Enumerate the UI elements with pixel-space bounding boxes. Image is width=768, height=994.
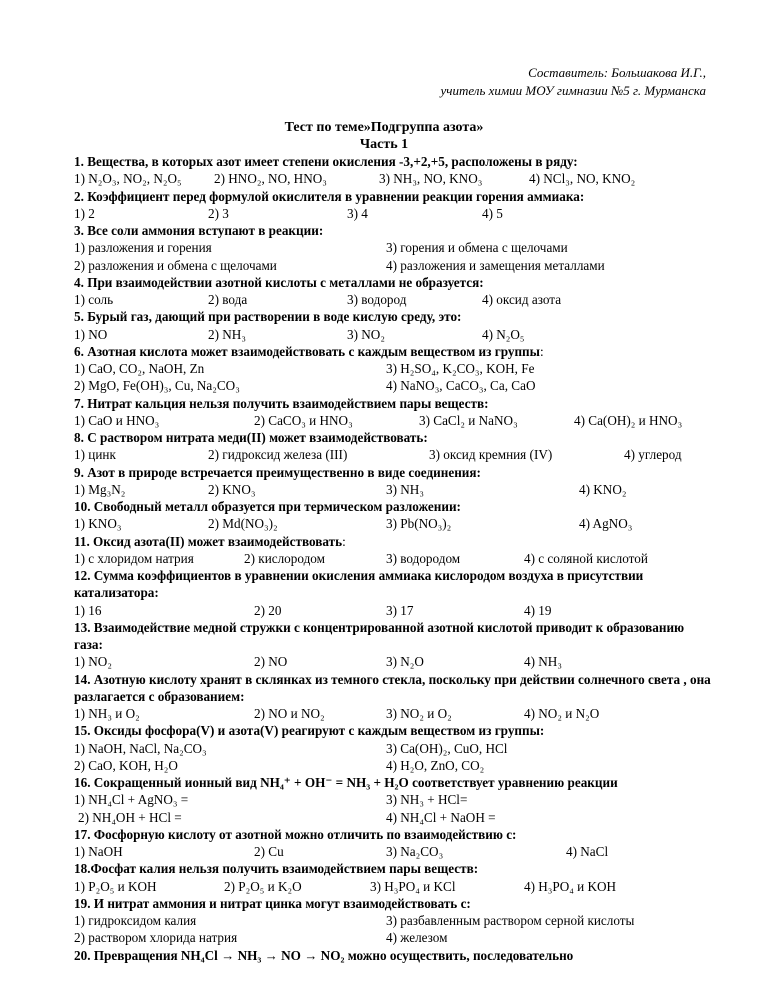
- option-18-2: 2) P₂O₅ и K₂O: [224, 878, 302, 894]
- author-line: Составитель: Большакова И.Г.,: [528, 65, 706, 80]
- option-8-3: 3) оксид кремния (IV): [429, 447, 553, 463]
- option-12-2: 2) 20: [254, 602, 282, 618]
- options-16a: [74, 791, 714, 808]
- options-17: [74, 843, 714, 860]
- options-12: [74, 602, 714, 619]
- option-10-3: 3) Pb(NO₃)₂: [386, 516, 452, 532]
- option-9-1: 1) Mg₃N₂: [74, 481, 126, 497]
- option-7-4: 4) Ca(OH)₂ и HNO₃: [574, 412, 683, 428]
- option-10-2: 2) Md(NO₃)₂: [208, 516, 278, 532]
- option-4-1: 1) соль: [74, 292, 114, 307]
- question-3: 3. Все соли аммония вступают в реакции:: [74, 223, 324, 238]
- question-15: 15. Оксиды фосфора(V) и азота(V) реагируют с каждым веществом из группы:: [74, 723, 545, 739]
- position-line: учитель химии МОУ гимназии №5 г. Мурманска: [440, 83, 706, 98]
- option-1-4: 4) NCl₃, NO, KNO₂: [529, 171, 636, 187]
- option-19-1: 1) гидроксидом калия: [74, 913, 197, 928]
- question-17: 17. Фосфорную кислоту от азотной можно отличить по взаимодействию с:: [74, 826, 517, 842]
- option-11-3: 3) водородом: [386, 550, 461, 566]
- question-9: 9. Азот в природе встречается преимущественно в виде соединения:: [74, 464, 481, 480]
- options-19a: [74, 912, 714, 929]
- question-list: [74, 153, 714, 964]
- option-6-1: 1) CaO, CO₂, NaOH, Zn: [74, 361, 205, 376]
- question-11-text: 11. Оксид азота(II) может взаимодействовать: [74, 533, 343, 549]
- option-17-3: 3) Na₂CO₃: [386, 844, 444, 859]
- option-12-1: 1) 16: [74, 602, 102, 618]
- option-15-1: 1) NaOH, NaCl, Na₂CO₃: [74, 740, 207, 756]
- question-2: 2. Коэффициент перед формулой окислителя в уравнении реакции горения аммиака:: [74, 188, 585, 204]
- option-8-1: 1) цинк: [74, 447, 116, 463]
- test-title: Тест по теме»Подгруппа азота»: [284, 120, 484, 135]
- option-15-2: 2) CaO, KOH, H₂O: [74, 757, 178, 773]
- option-16-1: 1) NH₄Cl + AgNO₃ =: [74, 792, 189, 808]
- option-2-4: 4) 5: [482, 205, 503, 221]
- author-block: [440, 64, 706, 100]
- option-5-2: 2) NH₃: [208, 326, 246, 342]
- option-2-2: 2) 3: [208, 205, 229, 221]
- option-6-2: 2) MgO, Fe(OH)₃, Cu, Na₂CO₃: [74, 378, 240, 394]
- option-7-1: 1) CaO и HNO₃: [74, 412, 160, 428]
- options-8: [74, 446, 714, 463]
- option-12-3: 3) 17: [386, 602, 414, 618]
- option-5-3: 3) NO₂: [347, 326, 385, 342]
- option-8-4: 4) углерод: [624, 447, 682, 463]
- question-8: 8. С раствором нитрата меди(II) может взаимодействовать:: [74, 430, 428, 445]
- options-9: [74, 481, 714, 498]
- option-6-3: 3) H₂SO₄, K₂CO₃, KOH, Fe: [386, 361, 535, 376]
- option-4-2: 2) вода: [208, 292, 248, 307]
- option-8-2: 2) гидроксид железа (III): [208, 447, 348, 463]
- options-5: [74, 326, 714, 343]
- option-1-3: 3) NH₃, NO, KNO₃: [379, 171, 483, 187]
- option-12-4: 4) 19: [524, 602, 552, 618]
- question-14: 14. Азотную кислоту хранят в склянках из темного стекла, поскольку при действии солнечного света , она разлагается с образованием:: [74, 671, 711, 704]
- option-17-4: 4) NaCl: [566, 844, 609, 859]
- options-13: [74, 653, 714, 670]
- option-19-3: 3) разбавленным раствором серной кислоты: [386, 913, 635, 928]
- option-13-4: 4) NH₃: [524, 654, 562, 670]
- question-4: 4. При взаимодействии азотной кислоты с металлами не образуется:: [74, 274, 484, 290]
- option-13-1: 1) NO₂: [74, 654, 112, 670]
- option-14-4: 4) NO₂ и N₂O: [524, 706, 600, 721]
- option-16-3: 3) NH₃ + HCl=: [386, 792, 468, 808]
- option-15-4: 4) H₂O, ZnO, CO₂: [386, 757, 485, 773]
- option-13-3: 3) N₂O: [386, 654, 424, 670]
- option-10-1: 1) KNO₃: [74, 516, 122, 532]
- option-6-4: 4) NaNO₃, CaCO₃, Ca, CaO: [386, 378, 536, 394]
- option-18-3: 3) H₃PO₄ и KCl: [370, 878, 456, 894]
- options-15a: [74, 740, 714, 757]
- question-1: 1. Вещества, в которых азот имеет степени окисления -3,+2,+5, расположены в ряду:: [74, 154, 578, 169]
- question-16: 16. Сокращенный ионный вид NH₄⁺ + OH⁻ = NH₃ + H₂O соответствует уравнению реакции: [74, 775, 618, 790]
- option-19-2: 2) раствором хлорида натрия: [74, 930, 238, 946]
- option-14-1: 1) NH₃ и O₂: [74, 706, 140, 721]
- option-14-2: 2) NO и NO₂: [254, 706, 325, 721]
- options-2: [74, 205, 714, 222]
- option-7-3: 3) CaCl₂ и NaNO₃: [419, 412, 518, 428]
- question-19: 19. И нитрат аммония и нитрат цинка могут взаимодействовать с:: [74, 895, 471, 911]
- option-7-2: 2) CaCO₃ и HNO₃: [254, 412, 353, 428]
- option-3-4: 4) разложения и замещения металлами: [386, 257, 605, 273]
- option-15-3: 3) Ca(OH)₂, CuO, HCl: [386, 740, 508, 756]
- option-2-1: 1) 2: [74, 205, 95, 221]
- options-6b: [74, 377, 714, 394]
- option-3-2: 2) разложения и обмена с щелочами: [74, 257, 277, 273]
- options-15b: [74, 757, 714, 774]
- option-1-2: 2) HNO₂, NO, HNO₃: [214, 171, 327, 187]
- option-18-4: 4) H₃PO₄ и KOH: [524, 878, 617, 894]
- question-13: 13. Взаимодействие медной стружки с концентрированной азотной кислотой приводит к образованию газа:: [74, 619, 685, 652]
- option-16-4: 4) NH₄Cl + NaOH =: [386, 809, 496, 825]
- option-5-4: 4) N₂O₅: [482, 326, 525, 342]
- option-11-4: 4) с соляной кислотой: [524, 550, 648, 566]
- option-2-3: 3) 4: [347, 205, 368, 221]
- option-9-2: 2) KNO₃: [208, 481, 256, 497]
- option-9-3: 3) NH₃: [386, 481, 424, 497]
- option-1-1: 1) N₂O₃, NO₂, N₂O₅: [74, 171, 182, 187]
- option-14-3: 3) NO₂ и O₂: [386, 706, 452, 721]
- option-13-2: 2) NO: [254, 654, 288, 670]
- options-6a: [74, 360, 714, 377]
- options-10: [74, 515, 714, 532]
- question-11: 11. Оксид азота(II) может взаимодействовать:: [74, 533, 346, 549]
- option-11-2: 2) кислородом: [244, 550, 325, 566]
- option-10-4: 4) AgNO₃: [579, 516, 633, 532]
- options-18: [74, 878, 714, 895]
- option-17-1: 1) NaOH: [74, 844, 123, 859]
- options-3b: [74, 257, 714, 274]
- option-11-1: 1) с хлоридом натрия: [74, 550, 194, 566]
- option-5-1: 1) NO: [74, 326, 108, 342]
- option-17-2: 2) Cu: [254, 844, 284, 859]
- question-10: 10. Свободный металл образуется при термическом разложении:: [74, 499, 461, 514]
- option-3-3: 3) горения и обмена с щелочами: [386, 240, 568, 256]
- options-4: [74, 291, 714, 308]
- options-19b: [74, 929, 714, 946]
- option-18-1: 1) P₂O₅ и KOH: [74, 878, 157, 894]
- question-6-text: 6. Азотная кислота может взаимодействовать с каждым веществом из группы: [74, 343, 540, 359]
- option-4-3: 3) водород: [347, 292, 407, 307]
- question-20: 20. Превращения NH₄Cl → NH₃ → NO → NO₂ можно осуществить, последовательно: [74, 947, 574, 963]
- options-3a: [74, 239, 714, 256]
- option-4-4: 4) оксид азота: [482, 292, 562, 307]
- options-7: [74, 412, 714, 429]
- question-7: 7. Нитрат кальция нельзя получить взаимодействием пары веществ:: [74, 395, 489, 411]
- question-5: 5. Бурый газ, дающий при растворении в воде кислую среду, это:: [74, 309, 462, 325]
- options-16b: [74, 809, 714, 826]
- part-title: Часть 1: [359, 137, 409, 152]
- question-6: 6. Азотная кислота может взаимодействовать с каждым веществом из группы:: [74, 343, 544, 359]
- option-9-4: 4) KNO₂: [579, 481, 627, 497]
- option-19-4: 4) железом: [386, 930, 448, 946]
- options-1: [74, 170, 714, 187]
- options-14: [74, 705, 714, 722]
- option-3-1: 1) разложения и горения: [74, 240, 212, 256]
- option-16-2: 2) NH₄OH + HCl =: [78, 809, 182, 825]
- question-18: 18.Фосфат калия нельзя получить взаимодействием пары веществ:: [74, 861, 479, 877]
- question-12: 12. Сумма коэффициентов в уравнении окисления аммиака кислородом воздуха в присутствии катализатора:: [74, 568, 644, 601]
- options-11: [74, 550, 714, 567]
